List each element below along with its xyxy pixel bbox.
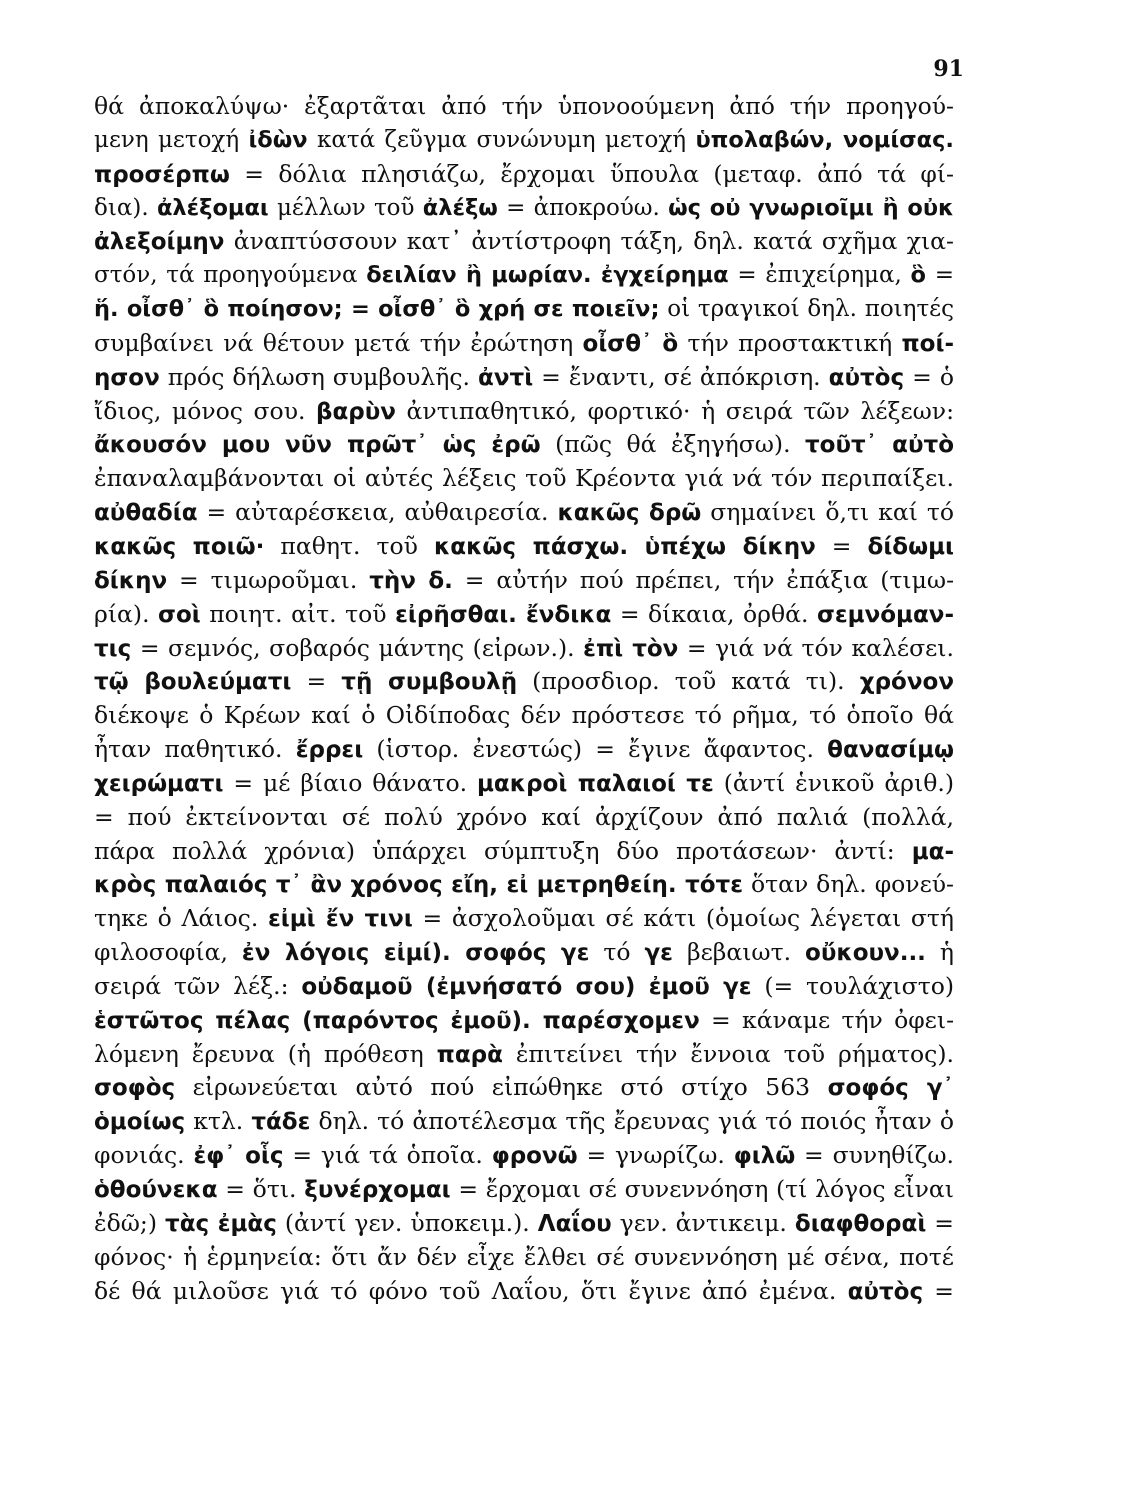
gloss-text: μέλλων τοῦ [268,194,423,221]
gloss-text: ἡ [925,938,954,967]
lemma-bold: δίκην [94,567,168,594]
gloss-text: ἐδῶ;) [94,1208,166,1237]
gloss-text: ἀντιπαθητικό, φορτικό· ἡ σειρά τῶν λέξεων: [395,396,954,425]
gloss-text: λόμενη ἔρευνα (ἡ πρόθεση [94,1039,437,1068]
gloss-text: δέ θά μιλοῦσε γιά τό φόνο τοῦ Λαΐου, ὅτι ἔγινε ἀπό ἐμένα. [94,1276,848,1305]
lemma-bold: Λαΐου [537,1210,612,1237]
gloss-text: = δίκαια, ὀρθά. [611,599,817,628]
text-line [94,699,954,733]
lemma-bold: ὁμοίως [94,1109,186,1136]
lemma-bold: κακῶς πάσχω. ὑπέχω δίκην [433,533,816,560]
lemma-bold: εἰρῆσθαι. ἔνδικα [395,601,612,628]
gloss-text: (= τουλάχιστο) [751,971,954,1000]
gloss-text: = ἔναντι, σέ ἀπόκριση. [533,362,829,391]
gloss-text: = αὐταρέσκεια, αὐθαιρεσία. [197,498,558,527]
lemma-bold: βαρὺν [316,398,396,425]
gloss-text: ἐπιτείνει τήν ἔννοια τοῦ ρήματος). [502,1039,954,1068]
text-line [94,428,954,462]
text-line [94,665,954,699]
gloss-text: = ἀποκρούω. [497,194,669,221]
text-line [94,327,954,361]
gloss-text: παθητ. τοῦ [264,531,434,560]
gloss-text: σημαίνει ὅ,τι καί τό [701,498,954,527]
gloss-text: τήν προστακτική [678,328,902,357]
gloss-text: = [926,1208,954,1237]
text-line [94,936,954,970]
lemma-bold: ὡς οὐ γνωριοῖμι ἢ οὐκ [668,194,954,221]
gloss-text: φονιάς. [94,1141,194,1170]
text-line [94,293,954,327]
lemma-bold: σοὶ [158,601,201,628]
text-line [94,225,954,259]
lemma-bold: τις [94,635,132,662]
text-line [94,1207,954,1241]
gloss-text: ποιητ. αἰτ. τοῦ [200,599,396,628]
gloss-text: = γιά νά τόν καλέσει. [678,633,954,662]
text-line [94,1275,954,1309]
page-number: 91 [933,56,964,82]
lemma-bold: ἀλέξομαι [156,194,269,221]
text-line [94,1105,954,1139]
text-line [94,496,954,530]
lemma-bold: ἀλέξω [422,194,498,221]
lemma-bold: αὐτὸς [847,1278,924,1305]
gloss-text: = κάναμε τήν ὀφει- [699,1005,954,1034]
lemma-bold: δίδωμι [867,533,954,560]
lemma-bold: ἐπὶ τὸν [583,635,679,662]
gloss-text: = ἀσχολοῦμαι σέ κάτι (ὁμοίως λέγεται στή [412,904,954,933]
gloss-text: ἴδιος, μόνος σου. [94,396,317,425]
gloss-text: συμβαίνει νά θέτουν μετά τήν ἐρώτηση [94,328,583,357]
lemma-bold: χρόνον [859,669,954,696]
gloss-text: μενη μετοχή [94,126,249,153]
lemma-bold: αὐθαδία [94,500,198,527]
gloss-text: = ὁ [904,362,954,391]
text-line [94,395,954,429]
gloss-text: = ὅτι. [217,1175,305,1203]
lemma-bold: χειρώματι [94,770,224,797]
gloss-text: (ἀντί γεν. ὑποκειμ.). [276,1208,538,1237]
gloss-text: πάρα πολλά χρόνια) ὑπάρχει σύμπτυξη δύο προτάσεων· ἀντί: [94,836,912,865]
gloss-text: = αὐτήν πού πρέπει, τήν ἐπάξια (τιμω- [452,565,954,594]
gloss-text: σειρά τῶν λέξ.: [94,971,302,1000]
gloss-text: = πού ἐκτείνονται σέ πολύ χρόνο καί ἀρχίζουν ἀπό παλιά (πολλά, [94,802,954,831]
gloss-text: (ἀντί ἑνικοῦ ἀριθ.) [713,768,954,797]
gloss-text: δηλ. τό ἀποτέλεσμα τῆς ἔρευνας γιά τό ποιός ἦταν ὁ [310,1107,954,1136]
gloss-text: = ἐπιχείρημα, [728,262,911,289]
commentary-text [94,90,954,1308]
gloss-text: = δόλια πλησιάζω, ἔρχομαι ὕπουλα (μεταφ. ἀπό τά φί- [229,159,954,188]
lemma-bold: ἐφ᾽ οἷς [193,1143,284,1170]
lemma-bold: σεμνόμαν- [816,601,954,628]
lemma-bold: προσέρπω [94,161,230,188]
text-line [94,1071,954,1105]
gloss-text: ρία). [94,599,159,628]
text-line [94,462,954,496]
text-line [94,801,954,835]
lemma-bold: τοῦτ᾽ αὐτὸ [805,432,954,459]
text-line [94,530,954,564]
text-line [94,361,954,395]
text-line [94,970,954,1004]
lemma-bold: τὴν δ. [369,567,453,594]
gloss-text: (πῶς θά ἐξηγήσω). [540,430,805,459]
lemma-bold: τάδε [251,1109,311,1136]
gloss-text: βεβαιωτ. [673,938,806,967]
gloss-text: (προσδιορ. τοῦ κατά τι). [517,667,860,696]
lemma-bold: ἑστῶτος πέλας (παρόντος ἐμοῦ). παρέσχομεν [94,1007,700,1034]
lemma-bold: δειλίαν ἢ μωρίαν. ἐγχείρημα [366,262,729,289]
lemma-bold: παρὰ [436,1041,503,1068]
text-line [94,632,954,666]
lemma-bold: ἀλεξοίμην [94,229,225,256]
text-line [94,1139,954,1173]
gloss-text: = [291,667,342,696]
lemma-bold: ὃ [910,262,926,289]
lemma-bold: κρὸς παλαιός τ᾽ ἂν χρόνος εἴη, εἰ μετρηθείη. τότε [94,872,744,899]
lemma-bold: ἀντὶ [478,364,534,391]
gloss-text: = σεμνός, σοβαρός μάντης (εἰρων.). [131,633,584,662]
lemma-bold: ἥ. οἶσθ᾽ ὃ ποίησον; = οἶσθ᾽ ὃ χρή σε ποιεῖν; [94,296,660,323]
lemma-bold: τὰς ἐμὰς [165,1210,277,1237]
gloss-text: = [923,1276,954,1305]
gloss-text: κτλ. [185,1107,252,1136]
text-line [94,259,954,293]
gloss-text: εἰρωνεύεται αὐτό πού εἰπώθηκε στό στίχο 563 [175,1073,828,1102]
lemma-bold: ποί- [901,330,954,357]
text-line [94,158,954,192]
lemma-bold: ἔρρει [295,737,364,764]
text-line [94,124,954,158]
lemma-bold: τῇ συμβουλῇ [341,669,518,696]
text-line [94,1173,954,1207]
gloss-text: ἐπαναλαμβάνονται οἱ αὐτές λέξεις τοῦ Κρέοντα γιά νά τόν περιπαίξει. [94,464,954,493]
text-line [94,1241,954,1275]
lemma-bold: οἶσθ᾽ ὃ [582,330,679,357]
lemma-bold: ησον [94,364,160,391]
text-line [94,1038,954,1072]
gloss-text: στόν, τά προηγούμενα [94,262,367,289]
lemma-bold: οὔκουν... [805,940,926,967]
gloss-text: οἱ τραγικοί δηλ. ποιητές [659,296,954,323]
text-line [94,598,954,632]
gloss-text: = ἔρχομαι σέ συνεννόηση (τί λόγος εἶναι [450,1175,954,1203]
gloss-text: θά ἀποκαλύψω· ἐξαρτᾶται ἀπό τήν ὑπονοούμενη ἀπό τήν προηγού- [94,92,954,120]
lemma-bold: ἄκουσόν μου νῦν πρῶτ᾽ ὡς ἐρῶ [94,432,541,459]
lemma-bold: φιλῶ [733,1143,796,1170]
text-line [94,902,954,936]
gloss-text: ἦταν παθητικό. [94,735,296,764]
text-line [94,1004,954,1038]
lemma-bold: σοφός γ᾽ [827,1075,954,1102]
lemma-bold: φρονῶ [491,1143,578,1170]
text-line [94,90,954,124]
lemma-bold: αὐτὸς [828,364,905,391]
gloss-text: φόνος· ἡ ἑρμηνεία: ὅτι ἄν δέν εἶχε ἔλθει σέ συνεννόηση μέ σένα, ποτέ [94,1242,954,1271]
gloss-text: ἀναπτύσσουν κατ᾽ ἀντίστροφη τάξη, δηλ. κατά σχῆμα χια- [224,227,954,256]
gloss-text: = [815,531,868,560]
text-line [94,835,954,869]
lemma-bold: ὁθούνεκα [94,1177,218,1203]
lemma-bold: μακροὶ παλαιοί τε [477,770,714,797]
lemma-bold: κακῶς ποιῶ· [94,533,265,560]
gloss-text: δια). [94,194,157,221]
gloss-text: ὅταν δηλ. φονεύ- [743,870,954,899]
gloss-text: τό [589,938,645,967]
gloss-text: (ἱστορ. ἐνεστώς) = ἔγινε ἄφαντος. [363,735,828,764]
lemma-bold: τῷ βουλεύματι [94,669,292,696]
lemma-bold: ὑπολαβών, νομίσας. [695,126,954,153]
lemma-bold: σοφὸς [94,1075,176,1102]
lemma-bold: οὐδαμοῦ (ἐμνήσατό σου) ἐμοῦ γε [301,973,752,1000]
text-line [94,192,954,226]
lemma-bold: ξυνέρχομαι [304,1177,451,1203]
lemma-bold: ἐν λόγοις εἰμί). σοφός γε [241,940,590,967]
gloss-text: διέκοψε ὁ Κρέων καί ὁ Οἰδίποδας δέν πρόστεσε τό ρῆμα, τό ὁποῖο θά [94,701,954,730]
lemma-bold: κακῶς δρῶ [557,500,702,527]
lemma-bold: γε [644,940,673,967]
lemma-bold: ἰδὼν [248,126,308,153]
text-line [94,733,954,767]
lemma-bold: διαφθοραὶ [794,1210,927,1237]
gloss-text: = μέ βίαιο θάνατο. [223,768,477,797]
lemma-bold: θανασίμῳ [827,737,954,764]
text-line [94,868,954,902]
gloss-text: = τιμωροῦμαι. [167,565,370,594]
gloss-text: = γιά τά ὁποῖα. [283,1141,492,1170]
text-line [94,564,954,598]
gloss-text: τηκε ὁ Λάιος. [94,904,268,933]
lemma-bold: εἰμὶ ἔν τινι [267,906,413,933]
text-line [94,767,954,801]
gloss-text: κατά ζεῦγμα συνώνυμη μετοχή [307,126,696,153]
gloss-text: = [925,262,954,289]
gloss-text: = γνωρίζω. [577,1141,734,1170]
gloss-text: φιλοσοφία, [94,938,242,967]
lemma-bold: μα- [911,838,954,865]
gloss-text: γεν. ἀντικειμ. [611,1208,795,1237]
gloss-text: πρός δήλωση συμβουλῆς. [159,362,479,391]
gloss-text: = συνηθίζω. [795,1141,954,1170]
